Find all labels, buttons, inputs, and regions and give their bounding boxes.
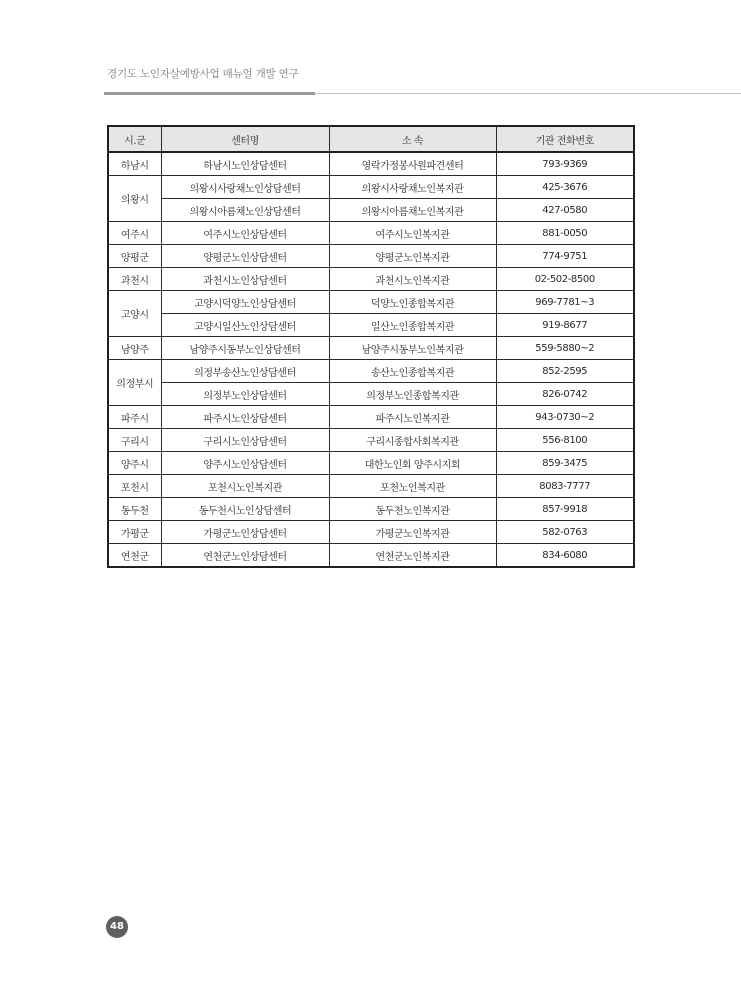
center-name-cell: 양주시노인상담센터 <box>161 452 329 475</box>
center-name-cell: 의왕시사랑채노인상담센터 <box>161 176 329 199</box>
affiliation-cell: 덕양노인종합복지관 <box>329 291 496 314</box>
table-row <box>108 360 634 383</box>
table-row <box>108 337 634 360</box>
column-header-affiliation: 소 속 <box>329 126 496 152</box>
affiliation-cell: 과천시노인복지관 <box>329 268 496 291</box>
center-name-cell: 고양시일산노인상담센터 <box>161 314 329 337</box>
affiliation-cell: 송산노인종합복지관 <box>329 360 496 383</box>
table-row <box>108 176 634 199</box>
column-header-city: 시.군 <box>108 126 161 152</box>
phone-cell: 8083-7777 <box>496 475 634 498</box>
phone-cell: 582-0763 <box>496 521 634 544</box>
table-row <box>108 245 634 268</box>
affiliation-cell: 의왕시사랑채노인복지관 <box>329 176 496 199</box>
phone-cell: 02-502-8500 <box>496 268 634 291</box>
center-name-cell: 가평군노인상담센터 <box>161 521 329 544</box>
city-cell: 의왕시 <box>108 176 161 222</box>
city-cell: 포천시 <box>108 475 161 498</box>
affiliation-cell: 남양주시동부노인복지관 <box>329 337 496 360</box>
phone-cell: 425-3676 <box>496 176 634 199</box>
city-cell: 남양주 <box>108 337 161 360</box>
city-cell: 연천군 <box>108 544 161 568</box>
city-cell: 양주시 <box>108 452 161 475</box>
city-cell: 의정부시 <box>108 360 161 406</box>
table-row <box>108 268 634 291</box>
phone-cell: 826-0742 <box>496 383 634 406</box>
city-cell: 양평군 <box>108 245 161 268</box>
phone-cell: 556-8100 <box>496 429 634 452</box>
table-row <box>108 475 634 498</box>
city-cell: 구리시 <box>108 429 161 452</box>
city-cell: 과천시 <box>108 268 161 291</box>
header-rule-accent <box>104 92 315 95</box>
phone-cell: 969-7781~3 <box>496 291 634 314</box>
table-row <box>108 199 634 222</box>
center-name-cell: 하남시노인상담센터 <box>161 152 329 176</box>
affiliation-cell: 대한노인회 양주시지회 <box>329 452 496 475</box>
center-name-cell: 파주시노인상담센터 <box>161 406 329 429</box>
city-cell: 여주시 <box>108 222 161 245</box>
center-name-cell: 과천시노인상담센터 <box>161 268 329 291</box>
city-cell: 동두천 <box>108 498 161 521</box>
affiliation-cell: 가평군노인복지관 <box>329 521 496 544</box>
phone-cell: 793-9369 <box>496 152 634 176</box>
header-rule <box>315 93 741 94</box>
center-name-cell: 의왕시아름채노인상담센터 <box>161 199 329 222</box>
affiliation-cell: 연천군노인복지관 <box>329 544 496 568</box>
center-name-cell: 양평군노인상담센터 <box>161 245 329 268</box>
phone-cell: 857-9918 <box>496 498 634 521</box>
table-row <box>108 406 634 429</box>
affiliation-cell: 양평군노인복지관 <box>329 245 496 268</box>
phone-cell: 559-5880~2 <box>496 337 634 360</box>
city-cell: 고양시 <box>108 291 161 337</box>
center-name-cell: 남양주시동부노인상담센터 <box>161 337 329 360</box>
center-name-cell: 의정부송산노인상담센터 <box>161 360 329 383</box>
center-name-cell: 동두천시노인상담센터 <box>161 498 329 521</box>
page-number-badge: 48 <box>106 916 128 938</box>
phone-cell: 774-9751 <box>496 245 634 268</box>
table-header-row <box>108 126 634 152</box>
running-title: 경기도 노인자살예방사업 매뉴얼 개발 연구 <box>107 68 299 80</box>
affiliation-cell: 파주시노인복지관 <box>329 406 496 429</box>
center-name-cell: 구리시노인상담센터 <box>161 429 329 452</box>
table-row <box>108 314 634 337</box>
table-row <box>108 291 634 314</box>
center-name-cell: 연천군노인상담센터 <box>161 544 329 568</box>
table-row <box>108 429 634 452</box>
affiliation-cell: 포천노인복지관 <box>329 475 496 498</box>
column-header-phone: 기관 전화번호 <box>496 126 634 152</box>
city-cell: 하남시 <box>108 152 161 176</box>
phone-cell: 859-3475 <box>496 452 634 475</box>
affiliation-cell: 동두천노인복지관 <box>329 498 496 521</box>
center-name-cell: 의정부노인상담센터 <box>161 383 329 406</box>
phone-cell: 881-0050 <box>496 222 634 245</box>
affiliation-cell: 구리시종합사회복지관 <box>329 429 496 452</box>
table-row <box>108 498 634 521</box>
table-row <box>108 152 634 176</box>
center-name-cell: 포천시노인복지관 <box>161 475 329 498</box>
affiliation-cell: 일산노인종합복지관 <box>329 314 496 337</box>
table-row <box>108 383 634 406</box>
affiliation-cell: 의왕시아름채노인복지관 <box>329 199 496 222</box>
table-row <box>108 222 634 245</box>
affiliation-cell: 의정부노인종합복지관 <box>329 383 496 406</box>
phone-cell: 834-6080 <box>496 544 634 568</box>
phone-cell: 943-0730~2 <box>496 406 634 429</box>
phone-cell: 852-2595 <box>496 360 634 383</box>
table-row <box>108 544 634 568</box>
phone-cell: 427-0580 <box>496 199 634 222</box>
city-cell: 파주시 <box>108 406 161 429</box>
center-name-cell: 여주시노인상담센터 <box>161 222 329 245</box>
city-cell: 가평군 <box>108 521 161 544</box>
phone-cell: 919-8677 <box>496 314 634 337</box>
center-name-cell: 고양시덕양노인상담센터 <box>161 291 329 314</box>
table-row <box>108 452 634 475</box>
column-header-center-name: 센터명 <box>161 126 329 152</box>
table-row <box>108 521 634 544</box>
affiliation-cell: 영락가정봉사원파견센터 <box>329 152 496 176</box>
counseling-center-table <box>107 125 635 568</box>
affiliation-cell: 여주시노인복지관 <box>329 222 496 245</box>
